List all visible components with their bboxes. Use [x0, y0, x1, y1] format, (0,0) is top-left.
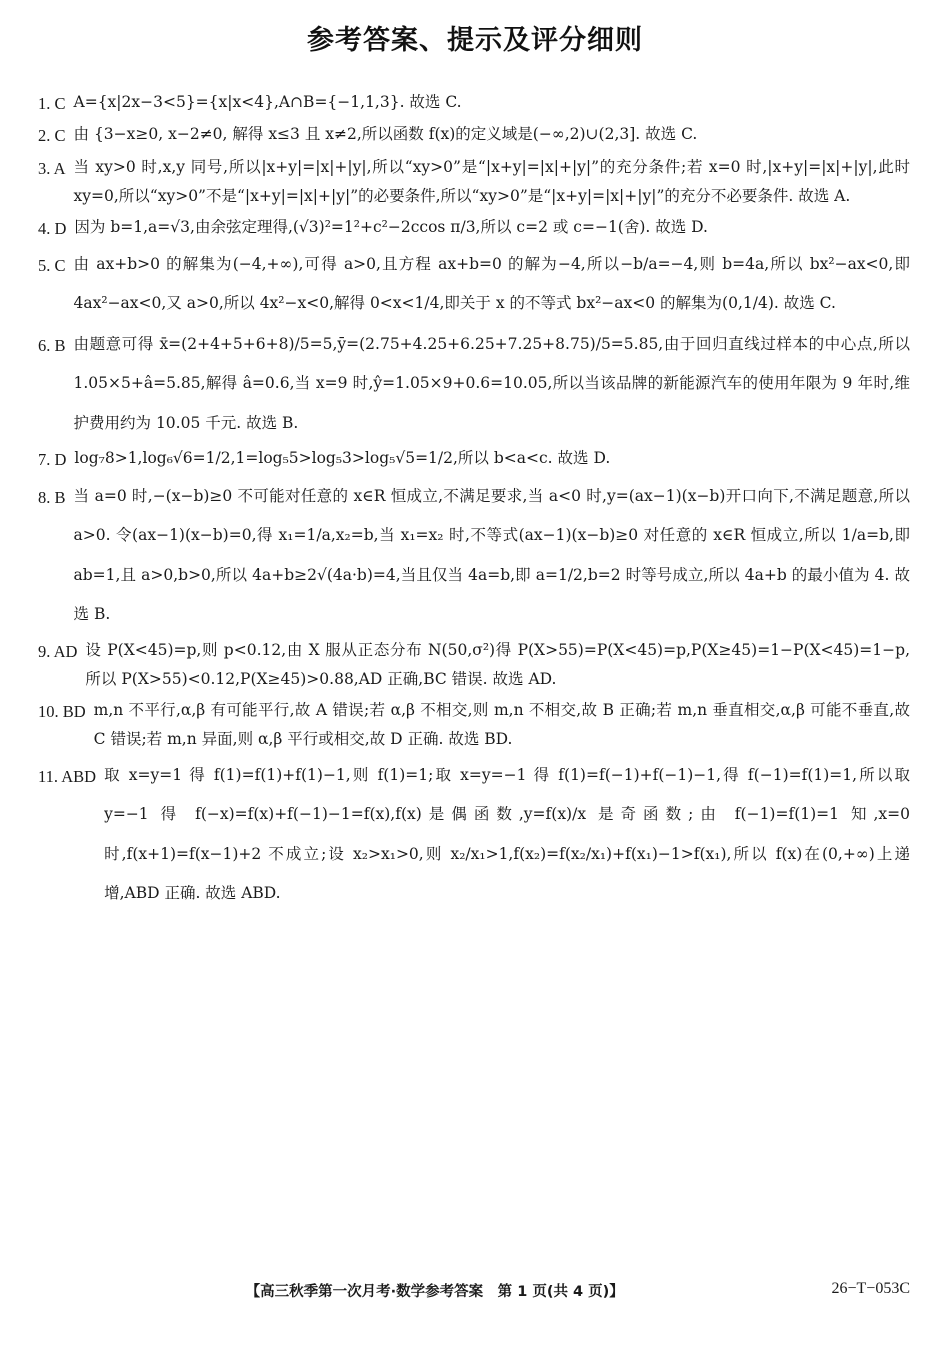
answer-number: 1. C [38, 94, 66, 113]
answer-number: 11. ABD [38, 766, 97, 786]
answer-item-7 [38, 444, 910, 475]
answer-number: 5. C [38, 255, 66, 275]
answer-item-2 [38, 120, 910, 151]
answer-explanation: 当 xy>0 时,x,y 同号,所以|x+y|=|x|+|y|,所以“xy>0”是“|x+y|=|x|+|y|”的充分条件;若 x=0 时,|x+y|=|x|+|y|,此时 xy=0,所以“xy>0”不是“|x+y|=|x|+|y|”的必要条件,所以“xy>0”是“|x+y|=|x|+|y|”的充分不必要条件. 故选 A. [73, 157, 910, 206]
answer-explanation: log₇8>1,log₆√6=1/2,1=log₅5>log₅3>log₅√5=1/2,所以 b<a<c. 故选 D. [74, 449, 611, 468]
answer-explanation: 取 x=y=1 得 f(1)=f(1)+f(1)−1,则 f(1)=1;取 x=y=−1 得 f(1)=f(−1)+f(−1)−1,得 f(−1)=f(1)=1,所以取 y=−1 得 f(−x)=f(x)+f(−1)−1=f(x),f(x)是偶函数,y=f(x)/x 是奇函数;由 f(−1)=f(1)=1 知,x=0 时,f(x+1)=f(x−1)+2 不成立;设 x₂>x₁>0,则 x₂/x₁>1,f(x₂)=f(x₂/x₁)+f(x₁)−1>f(x₁),所以 f(x)在(0,+∞)上递增,ABD 正确. 故选 ABD. [104, 765, 910, 903]
answer-number: 3. A [38, 158, 66, 178]
answer-number: 4. D [38, 218, 67, 238]
page-footer [38, 1280, 910, 1301]
answer-item-6 [38, 325, 910, 444]
answer-explanation: A={x|2x−3<5}={x|x<4},A∩B={−1,1,3}. 故选 C. [73, 93, 462, 111]
answer-item-3 [38, 153, 910, 212]
answer-item-9 [38, 636, 910, 695]
answer-number: 9. AD [38, 641, 78, 661]
answer-item-1 [38, 88, 910, 119]
answer-number: 6. B [38, 335, 66, 355]
answer-number: 10. BD [38, 701, 86, 721]
answer-item-10 [38, 696, 910, 755]
answer-explanation: 由题意可得 x̄=(2+4+5+6+8)/5=5,ȳ=(2.75+4.25+6.25+7.25+8.75)/5=5.85,由于回归直线过样本的中心点,所以 1.05×5+â=5.85,解得 â=0.6,当 x=9 时,ŷ=1.05×9+0.6=10.05,所以当该品牌的新能源汽车的使用年限为 9 年时,维护费用约为 10.05 千元. 故选 B. [73, 334, 910, 432]
footer-page-info: 【高三秋季第一次月考·数学参考答案 第 1 页(共 4 页)】 [245, 1284, 624, 1300]
page-title: 参考答案、提示及评分细则 [307, 25, 643, 56]
answer-explanation: 当 a=0 时,−(x−b)≥0 不可能对任意的 x∈R 恒成立,不满足要求,当 a<0 时,y=(ax−1)(x−b)开口向下,不满足题意,所以 a>0. 令(ax−1)(x−b)=0,得 x₁=1/a,x₂=b,当 x₁=x₂ 时,不等式(ax−1)(x−b)≥0 对任意的 x∈R 恒成立,所以 1/a=b,即 ab=1,且 a>0,b>0,所以 4a+b≥2√(4a·b)=4,当且仅当 4a=b,即 a=1/2,b=2 时等号成立,所以 4a+b 的最小值为 4. 故选 B. [73, 486, 910, 624]
answer-item-5 [38, 245, 910, 324]
answer-number: 2. C [38, 126, 66, 146]
answer-item-4 [38, 213, 910, 244]
answer-explanation: 由 {3−x≥0, x−2≠0, 解得 x≤3 且 x≠2,所以函数 f(x)的定义域是(−∞,2)∪(2,3]. 故选 C. [73, 125, 698, 144]
answer-explanation: 因为 b=1,a=√3,由余弦定理得,(√3)²=1²+c²−2ccos π/3,所以 c=2 或 c=−1(舍). 故选 D. [74, 217, 708, 236]
answer-number: 7. D [38, 450, 67, 470]
answer-number: 8. B [38, 487, 66, 507]
answer-explanation: 由 ax+b>0 的解集为(−4,+∞),可得 a>0,且方程 ax+b=0 的解为−4,所以−b/a=−4,则 b=4a,所以 bx²−ax<0,即 4ax²−ax<0,又 a>0,所以 4x²−x<0,解得 0<x<1/4,即关于 x 的不等式 bx²−ax<0 的解集为(0,1/4). 故选 C. [73, 254, 910, 313]
answer-item-11 [38, 756, 910, 914]
answer-explanation: m,n 不平行,α,β 有可能平行,故 A 错误;若 α,β 不相交,则 m,n 不相交,故 B 正确;若 m,n 垂直相交,α,β 可能不垂直,故 C 错误;若 m,n 异面,则 α,β 平行或相交,故 D 正确. 故选 BD. [93, 700, 910, 749]
answer-list [38, 88, 910, 915]
answer-explanation: 设 P(X<45)=p,则 p<0.12,由 X 服从正态分布 N(50,σ²)得 P(X>55)=P(X<45)=p,P(X≥45)=1−P(X<45)=1−p,所以 P(X>55)<0.12,P(X≥45)>0.88,AD 正确,BC 错误. 故选 AD. [85, 640, 910, 689]
answer-item-8 [38, 477, 910, 635]
footer-doc-code: 26−T−053C [831, 1280, 910, 1297]
